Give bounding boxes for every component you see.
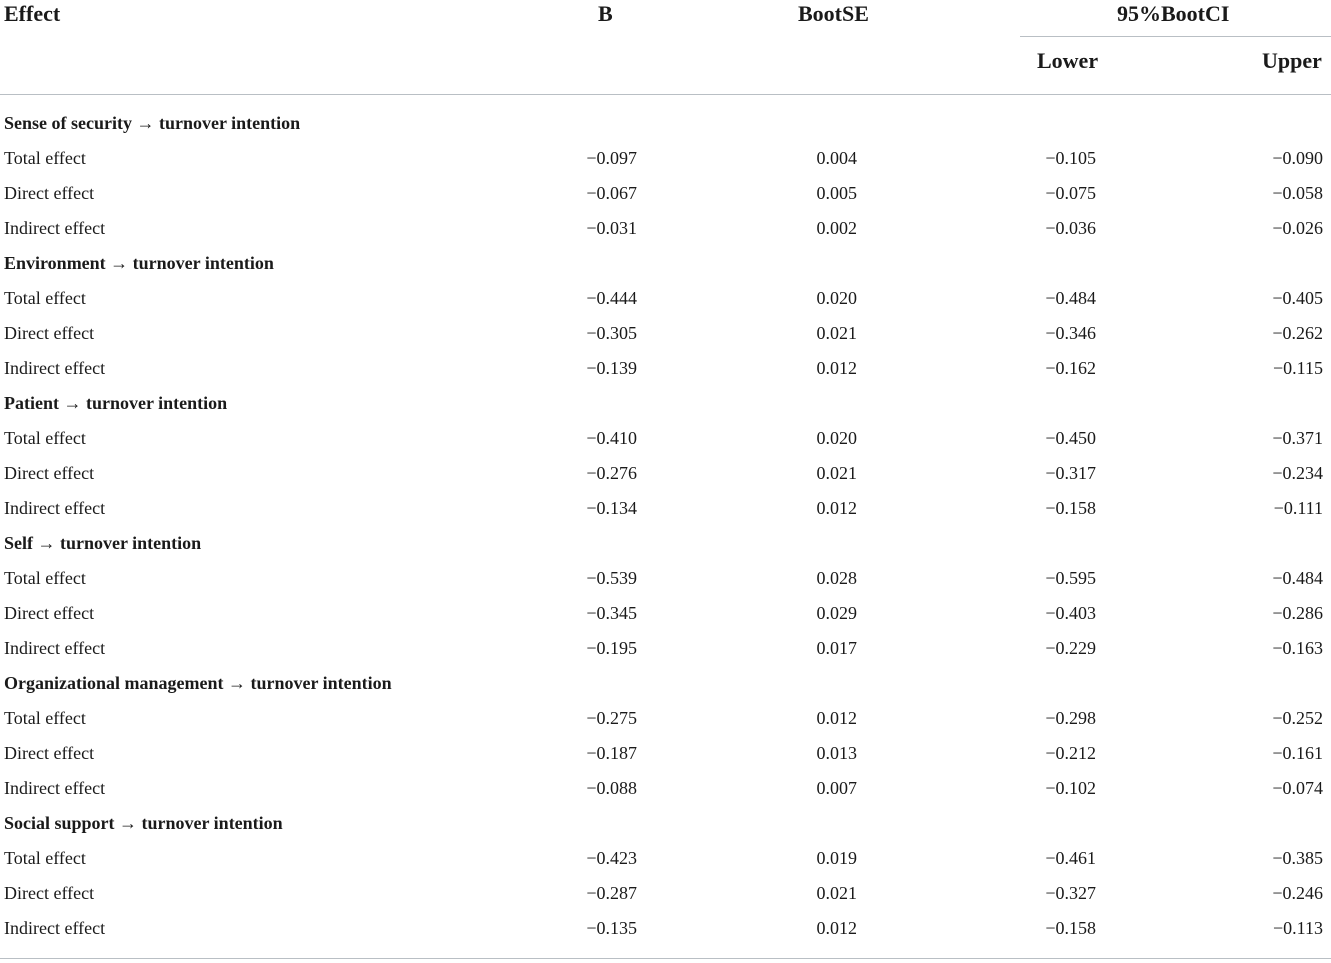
ci-lower-value: −0.327 — [1045, 883, 1096, 903]
effect-label: Indirect effect — [4, 918, 106, 938]
bootse-value: 0.021 — [816, 463, 857, 483]
header-effect: Effect — [4, 1, 61, 26]
ci-lower-value: −0.298 — [1045, 708, 1096, 728]
ci-upper-value: −0.246 — [1272, 883, 1323, 903]
b-value: −0.275 — [586, 708, 637, 728]
ci-upper-value: −0.484 — [1272, 568, 1323, 588]
effect-label: Total effect — [4, 428, 86, 448]
bootse-value: 0.002 — [816, 218, 857, 238]
bootse-value: 0.019 — [816, 848, 857, 868]
group-header-row — [0, 526, 1331, 561]
table-row — [0, 876, 1331, 911]
ci-lower-value: −0.403 — [1045, 603, 1096, 623]
ci-header-underline — [1020, 36, 1331, 37]
ci-lower-value: −0.346 — [1045, 323, 1096, 343]
bootse-value: 0.021 — [816, 323, 857, 343]
table-row — [0, 911, 1331, 946]
effect-label: Total effect — [4, 288, 86, 308]
effect-label: Direct effect — [4, 603, 95, 623]
b-value: −0.135 — [586, 918, 637, 938]
ci-upper-value: −0.262 — [1272, 323, 1323, 343]
b-value: −0.345 — [586, 603, 637, 623]
table-body — [0, 106, 1331, 946]
b-value: −0.187 — [586, 743, 637, 763]
header-95-boot-ci: 95%BootCI — [1117, 1, 1230, 26]
table-row — [0, 631, 1331, 666]
effect-label: Total effect — [4, 568, 86, 588]
ci-upper-value: −0.161 — [1272, 743, 1323, 763]
ci-upper-value: −0.026 — [1272, 218, 1323, 238]
b-value: −0.088 — [586, 778, 637, 798]
ci-lower-value: −0.105 — [1045, 148, 1096, 168]
bootse-value: 0.012 — [816, 918, 857, 938]
ci-lower-value: −0.484 — [1045, 288, 1096, 308]
ci-lower-value: −0.158 — [1045, 498, 1096, 518]
group-label: Environment → turnover intention — [4, 253, 274, 273]
table-row — [0, 456, 1331, 491]
group-header-row — [0, 666, 1331, 701]
b-value: −0.031 — [586, 218, 637, 238]
group-header-row — [0, 106, 1331, 141]
table-bottom-rule — [0, 958, 1331, 959]
effect-label: Total effect — [4, 848, 86, 868]
bootse-value: 0.020 — [816, 428, 857, 448]
effect-label: Total effect — [4, 148, 86, 168]
effect-label: Indirect effect — [4, 498, 106, 518]
header-bottom-rule — [0, 94, 1331, 95]
ci-upper-value: −0.111 — [1273, 498, 1323, 518]
b-value: −0.287 — [586, 883, 637, 903]
group-label: Patient → turnover intention — [4, 393, 228, 413]
group-label: Social support → turnover intention — [4, 813, 283, 833]
table-row — [0, 771, 1331, 806]
group-label: Self → turnover intention — [4, 533, 202, 553]
effect-label: Direct effect — [4, 883, 95, 903]
b-value: −0.195 — [586, 638, 637, 658]
effect-label: Direct effect — [4, 183, 95, 203]
ci-lower-value: −0.158 — [1045, 918, 1096, 938]
table-row — [0, 491, 1331, 526]
ci-lower-value: −0.461 — [1045, 848, 1096, 868]
b-value: −0.134 — [586, 498, 637, 518]
header-lower: Lower — [1037, 48, 1099, 73]
table-row — [0, 281, 1331, 316]
table-row — [0, 421, 1331, 456]
b-value: −0.410 — [586, 428, 637, 448]
b-value: −0.444 — [586, 288, 637, 308]
ci-upper-value: −0.234 — [1272, 463, 1323, 483]
table-row — [0, 596, 1331, 631]
ci-lower-value: −0.450 — [1045, 428, 1096, 448]
ci-upper-value: −0.113 — [1273, 918, 1323, 938]
header-b: B — [598, 1, 613, 26]
effect-label: Indirect effect — [4, 358, 106, 378]
ci-upper-value: −0.371 — [1272, 428, 1323, 448]
ci-lower-value: −0.317 — [1045, 463, 1096, 483]
bootse-value: 0.005 — [816, 183, 857, 203]
group-label: Sense of security → turnover intention — [4, 113, 301, 133]
bootse-value: 0.013 — [816, 743, 857, 763]
table-row — [0, 211, 1331, 246]
b-value: −0.423 — [586, 848, 637, 868]
ci-lower-value: −0.229 — [1045, 638, 1096, 658]
table-row — [0, 316, 1331, 351]
ci-upper-value: −0.090 — [1272, 148, 1323, 168]
ci-lower-value: −0.162 — [1045, 358, 1096, 378]
bootse-value: 0.012 — [816, 358, 857, 378]
bootse-value: 0.012 — [816, 708, 857, 728]
b-value: −0.539 — [586, 568, 637, 588]
bootse-value: 0.012 — [816, 498, 857, 518]
effect-label: Direct effect — [4, 743, 95, 763]
ci-upper-value: −0.286 — [1272, 603, 1323, 623]
bootse-value: 0.007 — [816, 778, 857, 798]
bootse-value: 0.021 — [816, 883, 857, 903]
table-row — [0, 701, 1331, 736]
ci-lower-value: −0.036 — [1045, 218, 1096, 238]
ci-upper-value: −0.252 — [1272, 708, 1323, 728]
header-bootse: BootSE — [798, 1, 869, 26]
bootse-value: 0.020 — [816, 288, 857, 308]
ci-lower-value: −0.595 — [1045, 568, 1096, 588]
group-header-row — [0, 246, 1331, 281]
effect-label: Indirect effect — [4, 638, 106, 658]
b-value: −0.097 — [586, 148, 637, 168]
table-row — [0, 841, 1331, 876]
table-row — [0, 736, 1331, 771]
table-row — [0, 351, 1331, 386]
table-row — [0, 561, 1331, 596]
ci-upper-value: −0.058 — [1272, 183, 1323, 203]
group-header-row — [0, 386, 1331, 421]
group-header-row — [0, 806, 1331, 841]
b-value: −0.305 — [586, 323, 637, 343]
table-row — [0, 141, 1331, 176]
effect-label: Direct effect — [4, 463, 95, 483]
ci-upper-value: −0.115 — [1273, 358, 1323, 378]
header-upper: Upper — [1262, 48, 1322, 73]
effect-label: Indirect effect — [4, 218, 106, 238]
bootse-value: 0.028 — [816, 568, 857, 588]
ci-upper-value: −0.405 — [1272, 288, 1323, 308]
b-value: −0.276 — [586, 463, 637, 483]
group-label: Organizational management → turnover intention — [4, 673, 392, 693]
b-value: −0.139 — [586, 358, 637, 378]
ci-upper-value: −0.163 — [1272, 638, 1323, 658]
effect-label: Indirect effect — [4, 778, 106, 798]
effect-label: Direct effect — [4, 323, 95, 343]
ci-upper-value: −0.074 — [1272, 778, 1323, 798]
ci-lower-value: −0.212 — [1045, 743, 1096, 763]
ci-lower-value: −0.075 — [1045, 183, 1096, 203]
ci-lower-value: −0.102 — [1045, 778, 1096, 798]
ci-upper-value: −0.385 — [1272, 848, 1323, 868]
table-row — [0, 176, 1331, 211]
b-value: −0.067 — [586, 183, 637, 203]
bootse-value: 0.004 — [816, 148, 857, 168]
bootse-value: 0.029 — [816, 603, 857, 623]
effect-label: Total effect — [4, 708, 86, 728]
bootse-value: 0.017 — [816, 638, 857, 658]
